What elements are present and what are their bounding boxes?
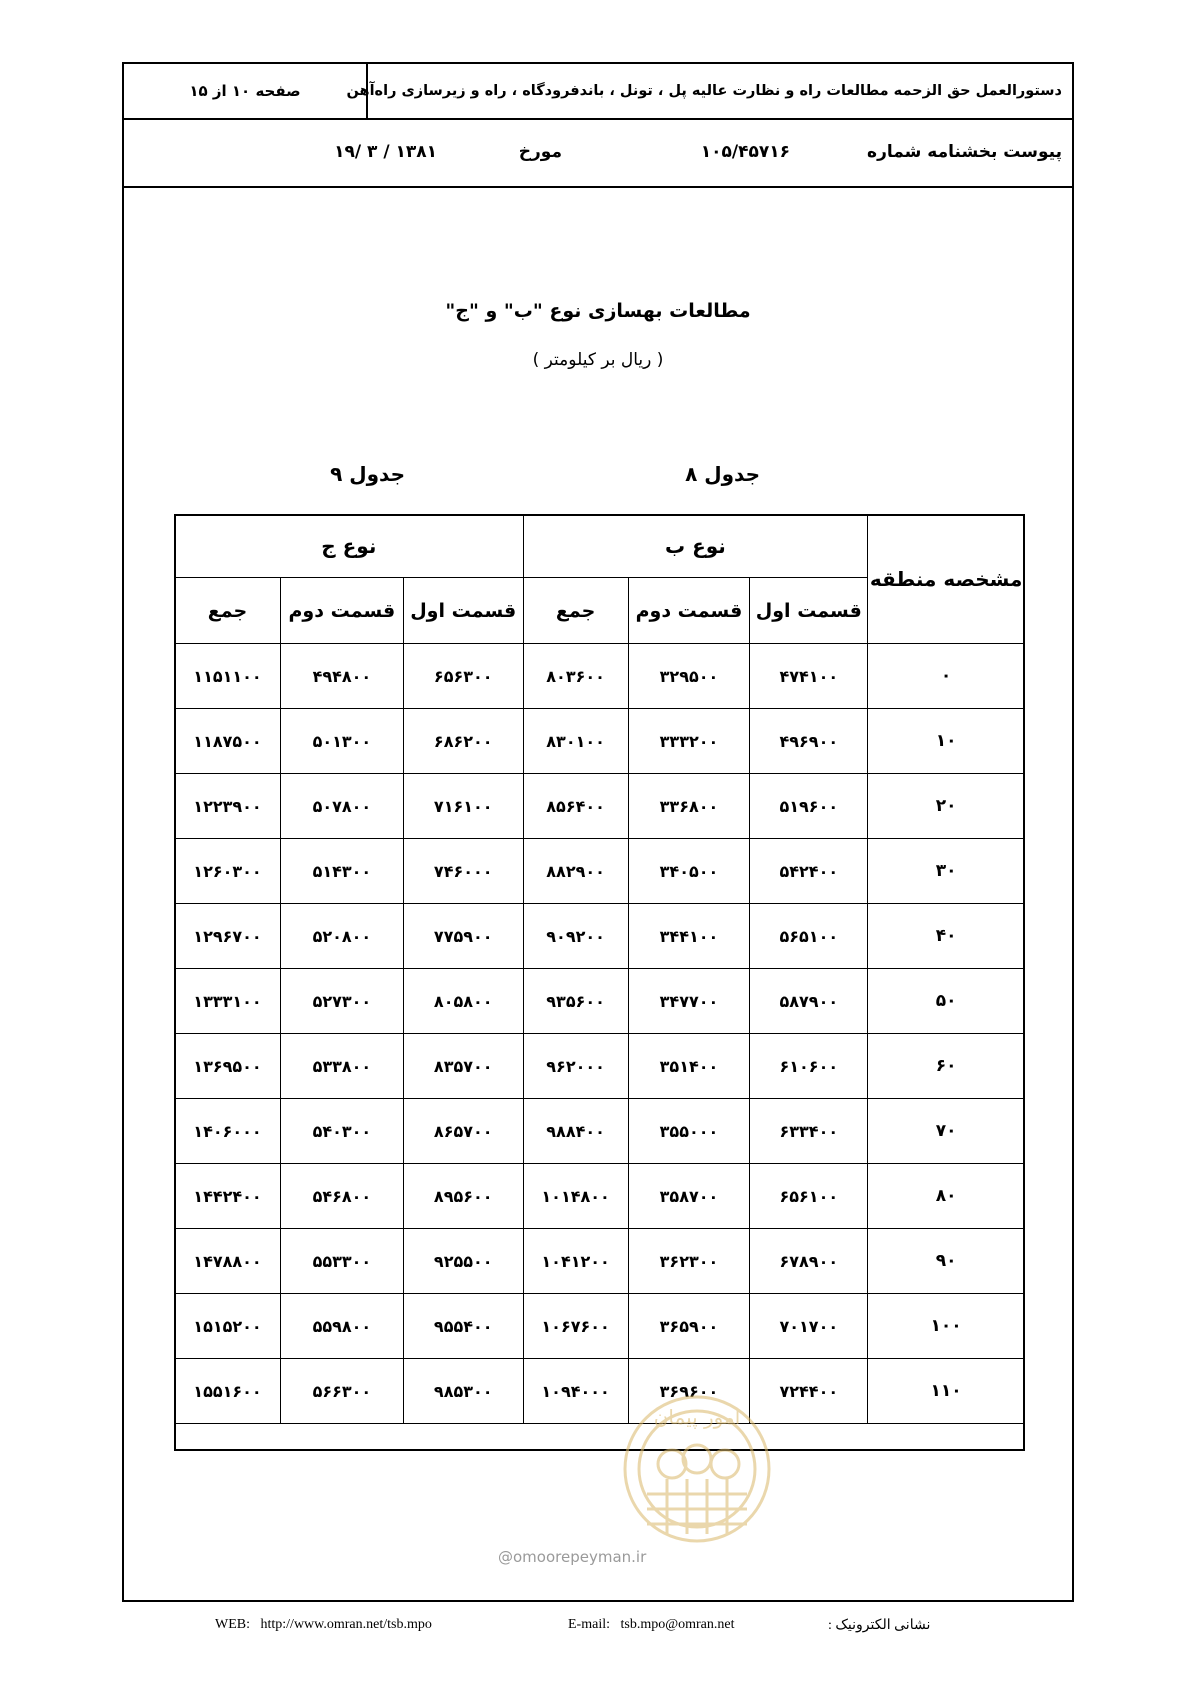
c-part2-cell: ۵۲۰۸۰۰ xyxy=(280,904,403,969)
b-total-cell: ۸۳۰۱۰۰ xyxy=(523,709,628,774)
c-part1-cell: ۸۶۵۷۰۰ xyxy=(403,1099,523,1164)
header-divider xyxy=(366,64,368,118)
b-total-cell: ۹۶۲۰۰۰ xyxy=(523,1034,628,1099)
date-label: مورخ xyxy=(518,142,562,162)
c-part1-cell: ۸۳۵۷۰۰ xyxy=(403,1034,523,1099)
c-part1-cell: ۶۵۶۳۰۰ xyxy=(403,644,523,709)
c-total-cell: ۱۲۲۳۹۰۰ xyxy=(175,774,281,839)
b-total-cell: ۱۰۴۱۲۰۰ xyxy=(523,1229,628,1294)
c-total-cell: ۱۳۳۳۱۰۰ xyxy=(175,969,281,1034)
watermark-at-icon: @ xyxy=(498,1548,513,1566)
rates-table xyxy=(174,514,1025,1424)
footer-email xyxy=(568,1617,735,1633)
b-part1-cell: ۶۷۸۹۰۰ xyxy=(750,1229,868,1294)
b-part1-cell: ۴۹۶۹۰۰ xyxy=(750,709,868,774)
footer-email-prefix: E-mail: xyxy=(568,1617,610,1632)
b-part2-cell: ۳۶۵۹۰۰ xyxy=(628,1294,750,1359)
b-part1-cell: ۷۰۱۷۰۰ xyxy=(750,1294,868,1359)
c-total-cell: ۱۱۸۷۵۰۰ xyxy=(175,709,281,774)
b-part2-header: قسمت دوم xyxy=(628,578,750,644)
b-part1-header: قسمت اول xyxy=(750,578,868,644)
b-total-cell: ۸۵۶۴۰۰ xyxy=(523,774,628,839)
watermark-logo-icon xyxy=(617,1384,777,1559)
b-total-cell: ۱۰۹۴۰۰۰ xyxy=(523,1359,628,1424)
b-part1-cell: ۶۱۰۶۰۰ xyxy=(750,1034,868,1099)
c-part2-cell: ۵۴۰۳۰۰ xyxy=(280,1099,403,1164)
b-part2-cell: ۳۳۳۲۰۰ xyxy=(628,709,750,774)
zone-cell: ۰ xyxy=(868,644,1025,709)
b-part1-cell: ۵۸۷۹۰۰ xyxy=(750,969,868,1034)
date-value: ۱۳۸۱ / ۳ /۱۹ xyxy=(334,142,437,162)
c-total-cell: ۱۴۴۲۴۰۰ xyxy=(175,1164,281,1229)
c-part1-cell: ۹۸۵۳۰۰ xyxy=(403,1359,523,1424)
c-total-cell: ۱۵۵۱۶۰۰ xyxy=(175,1359,281,1424)
zone-cell: ۷۰ xyxy=(868,1099,1025,1164)
table-8-label: جدول ۸ xyxy=(685,462,760,486)
c-total-cell: ۱۲۹۶۷۰۰ xyxy=(175,904,281,969)
zone-header: مشخصه منطقه xyxy=(868,515,1025,644)
zone-cell: ۹۰ xyxy=(868,1229,1025,1294)
zone-cell: ۲۰ xyxy=(868,774,1025,839)
type-b-header: نوع ب xyxy=(523,515,868,578)
watermark-logo-text: امور پیمان xyxy=(653,1405,741,1429)
document-title: دستورالعمل حق الزحمه مطالعات راه و نظارت عالیه پل ، تونل ، باندفرودگاه ، راه و زیرسازی راه‌آهن xyxy=(346,83,1062,99)
circular-label: پیوست بخشنامه شماره xyxy=(867,142,1062,162)
c-total-cell: ۱۱۵۱۱۰۰ xyxy=(175,644,281,709)
c-part2-cell: ۴۹۴۸۰۰ xyxy=(280,644,403,709)
c-part1-cell: ۷۷۵۹۰۰ xyxy=(403,904,523,969)
table-row xyxy=(175,969,1025,1034)
zone-cell: ۶۰ xyxy=(868,1034,1025,1099)
c-part1-cell: ۹۲۵۵۰۰ xyxy=(403,1229,523,1294)
table-header-row xyxy=(175,515,1025,578)
c-part1-cell: ۷۴۶۰۰۰ xyxy=(403,839,523,904)
table-row xyxy=(175,709,1025,774)
section-title: مطالعات بهسازی نوع "ب" و "ج" xyxy=(445,300,751,322)
zone-cell: ۸۰ xyxy=(868,1164,1025,1229)
table-row xyxy=(175,904,1025,969)
b-part2-cell: ۳۴۴۱۰۰ xyxy=(628,904,750,969)
zone-cell: ۵۰ xyxy=(868,969,1025,1034)
table-row xyxy=(175,644,1025,709)
b-part1-cell: ۵۴۲۴۰۰ xyxy=(750,839,868,904)
c-part1-header: قسمت اول xyxy=(403,578,523,644)
unit-note: ( ریال بر کیلومتر ) xyxy=(532,350,664,370)
footer-web xyxy=(215,1617,432,1633)
b-total-cell: ۹۰۹۲۰۰ xyxy=(523,904,628,969)
c-total-cell: ۱۵۱۵۲۰۰ xyxy=(175,1294,281,1359)
watermark-site-text: omoorepeyman.ir xyxy=(513,1548,647,1566)
c-total-header: جمع xyxy=(175,578,281,644)
c-part2-cell: ۵۲۷۳۰۰ xyxy=(280,969,403,1034)
c-total-cell: ۱۴۷۸۸۰۰ xyxy=(175,1229,281,1294)
c-part2-cell: ۵۶۶۳۰۰ xyxy=(280,1359,403,1424)
zone-cell: ۴۰ xyxy=(868,904,1025,969)
table-row xyxy=(175,1164,1025,1229)
c-part2-cell: ۵۳۳۸۰۰ xyxy=(280,1034,403,1099)
table-row xyxy=(175,1034,1025,1099)
c-part2-header: قسمت دوم xyxy=(280,578,403,644)
b-total-cell: ۱۰۱۴۸۰۰ xyxy=(523,1164,628,1229)
b-part1-cell: ۵۶۵۱۰۰ xyxy=(750,904,868,969)
b-part1-cell: ۷۲۴۴۰۰ xyxy=(750,1359,868,1424)
b-part1-cell: ۵۱۹۶۰۰ xyxy=(750,774,868,839)
c-total-cell: ۱۲۶۰۳۰۰ xyxy=(175,839,281,904)
b-part1-cell: ۴۷۴۱۰۰ xyxy=(750,644,868,709)
b-part2-cell: ۳۵۱۴۰۰ xyxy=(628,1034,750,1099)
circular-number: ۱۰۵/۴۵۷۱۶ xyxy=(700,142,790,162)
zone-cell: ۱۰۰ xyxy=(868,1294,1025,1359)
zone-cell: ۳۰ xyxy=(868,839,1025,904)
b-part2-cell: ۳۴۷۷۰۰ xyxy=(628,969,750,1034)
zone-cell: ۱۱۰ xyxy=(868,1359,1025,1424)
table-row xyxy=(175,1294,1025,1359)
c-part1-cell: ۷۱۶۱۰۰ xyxy=(403,774,523,839)
b-total-header: جمع xyxy=(523,578,628,644)
b-part2-cell: ۳۶۲۳۰۰ xyxy=(628,1229,750,1294)
table-row xyxy=(175,1359,1025,1424)
table-body xyxy=(175,644,1025,1424)
page-frame xyxy=(122,62,1074,1602)
b-part2-cell: ۳۵۸۷۰۰ xyxy=(628,1164,750,1229)
b-part2-cell: ۳۳۶۸۰۰ xyxy=(628,774,750,839)
c-part1-cell: ۶۸۶۲۰۰ xyxy=(403,709,523,774)
b-part1-cell: ۶۳۳۴۰۰ xyxy=(750,1099,868,1164)
b-part2-cell: ۳۶۹۶۰۰ xyxy=(628,1359,750,1424)
c-total-cell: ۱۴۰۶۰۰۰ xyxy=(175,1099,281,1164)
c-part2-cell: ۵۵۳۳۰۰ xyxy=(280,1229,403,1294)
footer-email-link[interactable]: tsb.mpo@omran.net xyxy=(620,1617,735,1632)
table-row xyxy=(175,839,1025,904)
footer-web-prefix: WEB: xyxy=(215,1617,250,1632)
header-row-top xyxy=(124,64,1072,120)
type-c-header: نوع ج xyxy=(175,515,524,578)
b-total-cell: ۸۰۳۶۰۰ xyxy=(523,644,628,709)
table-9-label: جدول ۹ xyxy=(330,462,405,486)
b-part1-cell: ۶۵۶۱۰۰ xyxy=(750,1164,868,1229)
watermark-site xyxy=(498,1548,646,1566)
c-part1-cell: ۸۰۵۸۰۰ xyxy=(403,969,523,1034)
c-part1-cell: ۸۹۵۶۰۰ xyxy=(403,1164,523,1229)
c-part2-cell: ۵۴۶۸۰۰ xyxy=(280,1164,403,1229)
table-row xyxy=(175,1229,1025,1294)
c-part2-cell: ۵۵۹۸۰۰ xyxy=(280,1294,403,1359)
b-total-cell: ۹۳۵۶۰۰ xyxy=(523,969,628,1034)
table-row xyxy=(175,1099,1025,1164)
table-row xyxy=(175,774,1025,839)
page-number: صفحه ۱۰ از ۱۵ xyxy=(189,82,301,100)
footer-email-label: نشانی الکترونیک : xyxy=(828,1618,931,1633)
zone-cell: ۱۰ xyxy=(868,709,1025,774)
footer-web-link[interactable]: http://www.omran.net/tsb.mpo xyxy=(260,1617,432,1632)
b-total-cell: ۱۰۶۷۶۰۰ xyxy=(523,1294,628,1359)
b-part2-cell: ۳۲۹۵۰۰ xyxy=(628,644,750,709)
c-part2-cell: ۵۰۷۸۰۰ xyxy=(280,774,403,839)
b-part2-cell: ۳۴۰۵۰۰ xyxy=(628,839,750,904)
b-total-cell: ۸۸۲۹۰۰ xyxy=(523,839,628,904)
b-total-cell: ۹۸۸۴۰۰ xyxy=(523,1099,628,1164)
c-total-cell: ۱۳۶۹۵۰۰ xyxy=(175,1034,281,1099)
c-part2-cell: ۵۱۴۳۰۰ xyxy=(280,839,403,904)
header-row-circular xyxy=(124,120,1072,188)
c-part1-cell: ۹۵۵۴۰۰ xyxy=(403,1294,523,1359)
b-part2-cell: ۳۵۵۰۰۰ xyxy=(628,1099,750,1164)
c-part2-cell: ۵۰۱۳۰۰ xyxy=(280,709,403,774)
